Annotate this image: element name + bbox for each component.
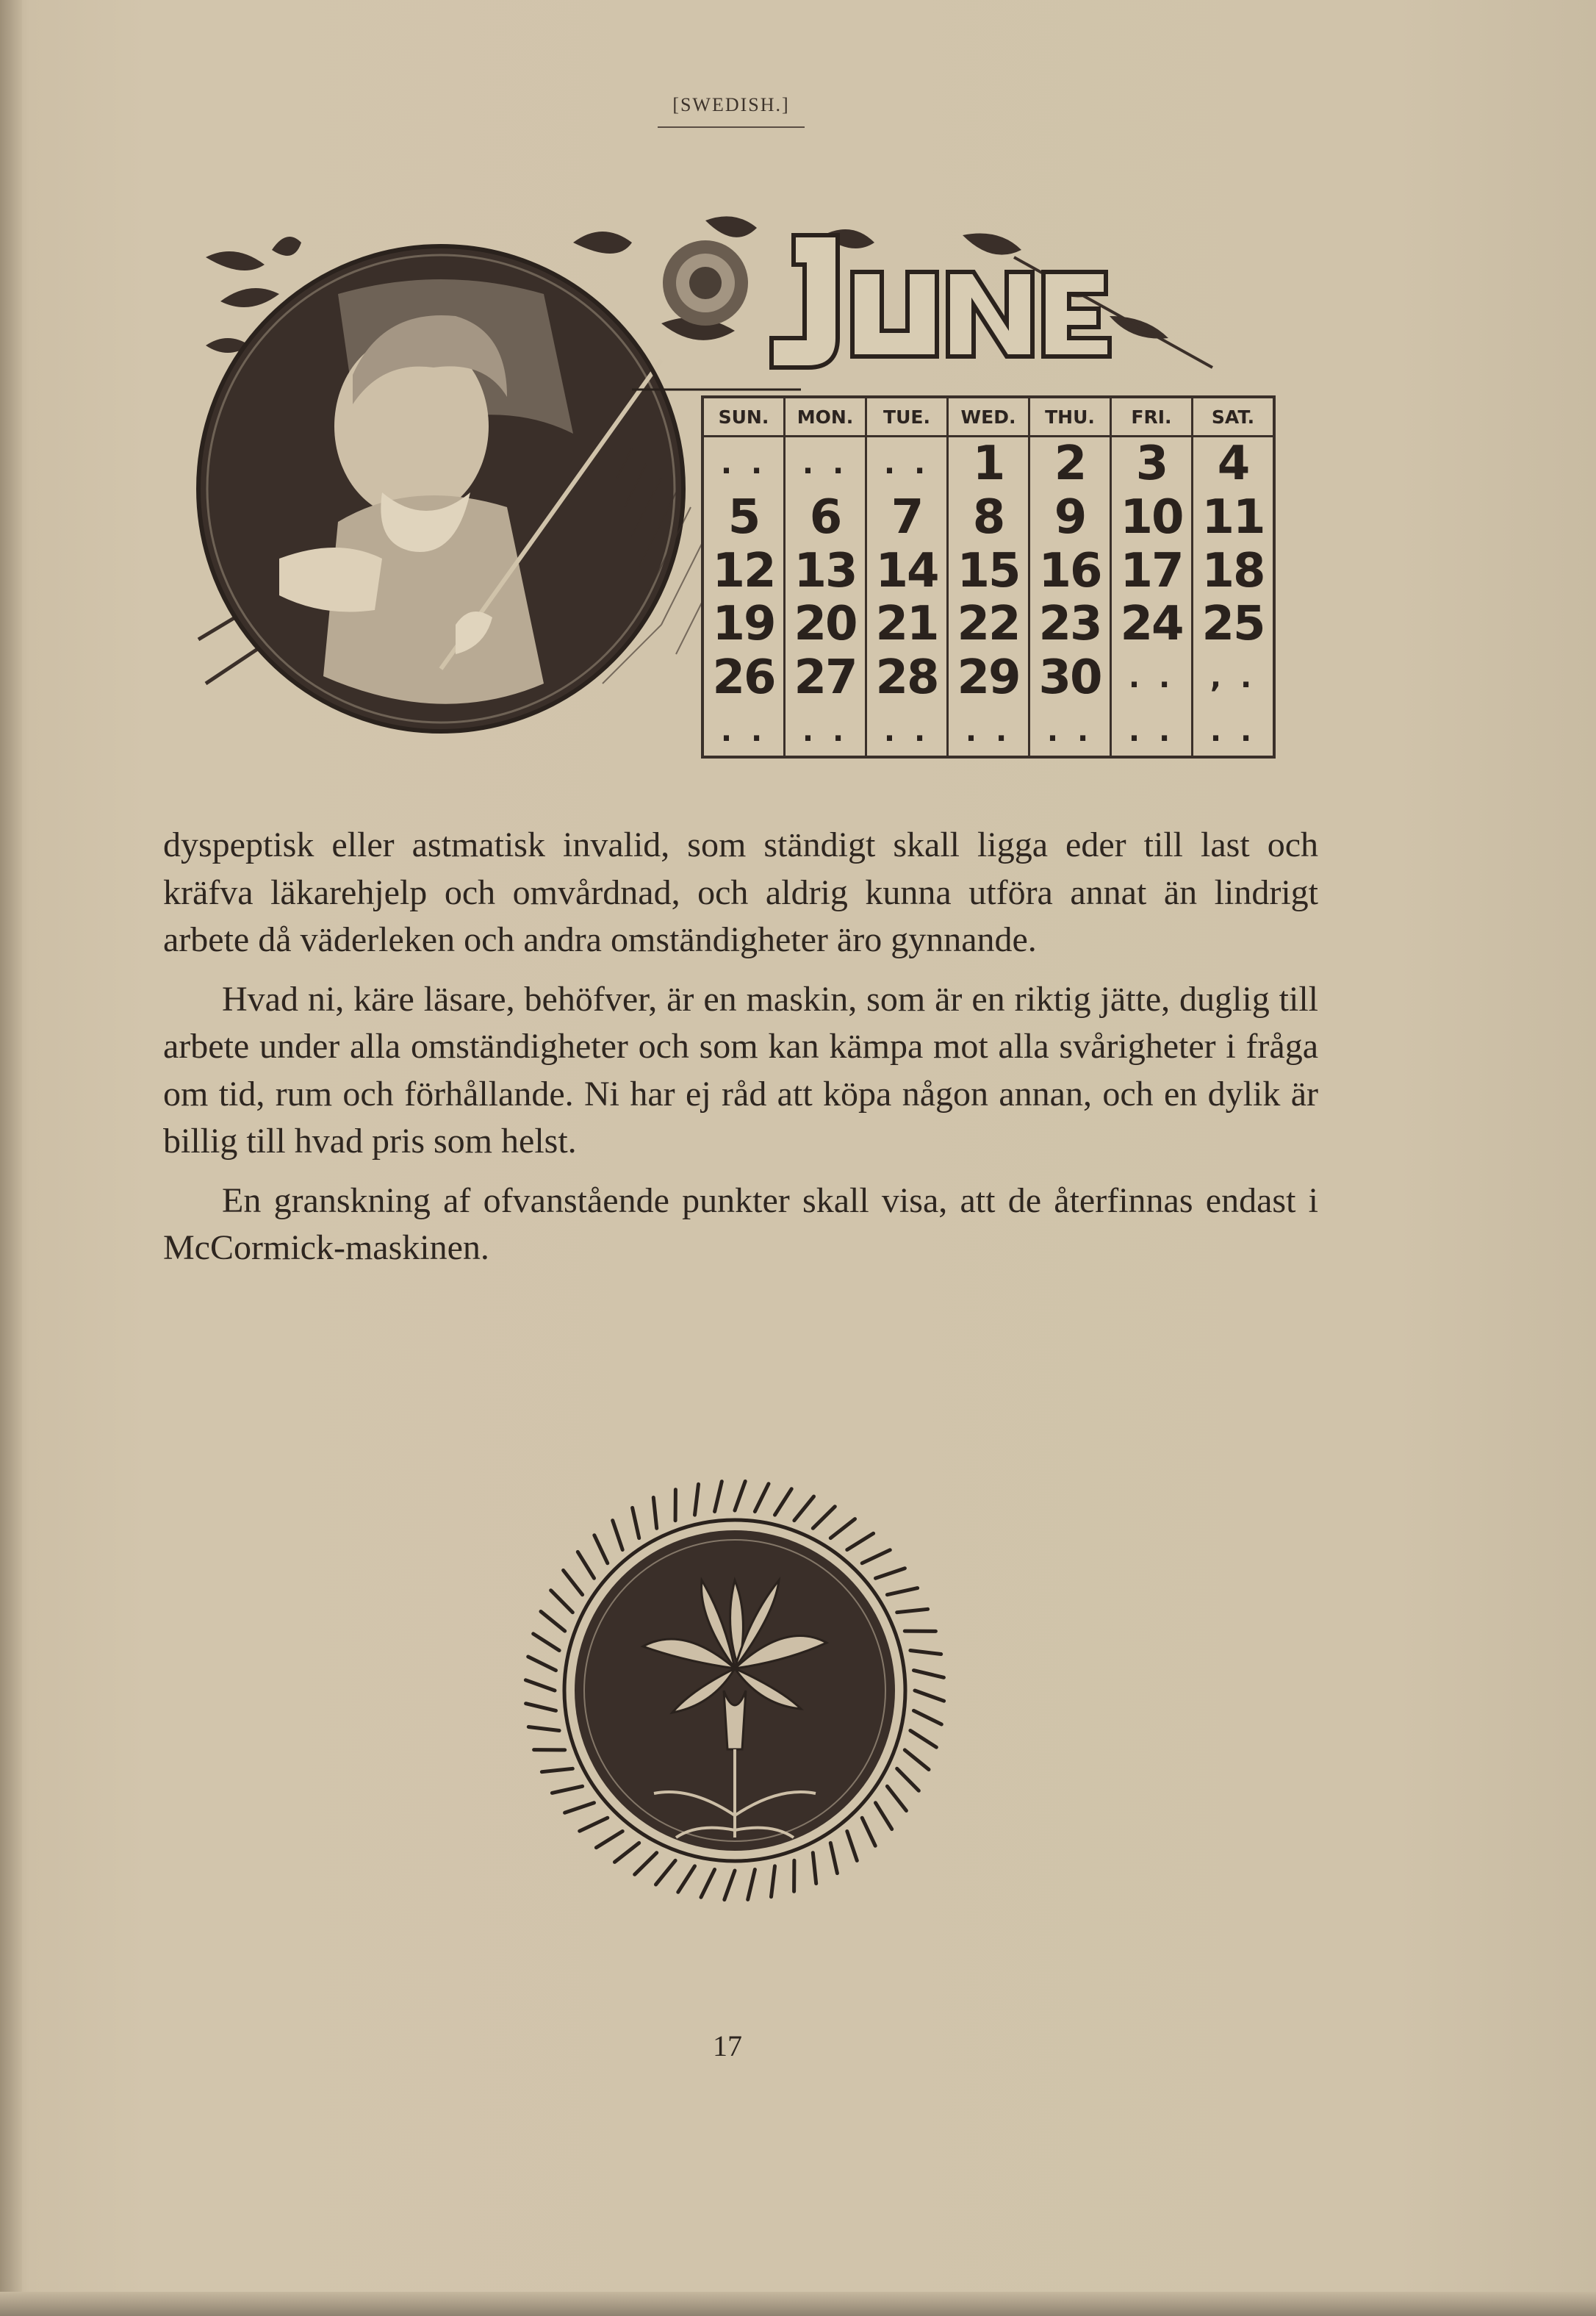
sunburst-ray — [910, 1731, 936, 1748]
calendar-cell: 15 — [957, 543, 1020, 598]
calendar-cell: 2 — [1054, 437, 1086, 492]
day-header-wed: WED. — [949, 398, 1030, 435]
portrait-engraving — [198, 246, 683, 731]
calendar-column-sun — [704, 437, 786, 758]
calendar-cell: . . — [1128, 661, 1175, 695]
calendar-body — [704, 437, 1273, 758]
calendar-cell: 4 — [1217, 437, 1249, 492]
calendar-cell: 21 — [875, 597, 938, 652]
sunburst-ray — [542, 1768, 572, 1771]
calendar-cell: 8 — [972, 490, 1004, 545]
calendar-cell: . . — [883, 447, 930, 481]
calendar-cell: 20 — [794, 597, 857, 652]
calendar-cell: 14 — [875, 543, 938, 598]
calendar-cell: 26 — [712, 650, 775, 706]
paragraph-2: Hvad ni, käre läsare, behöfver, är en maskin, som är en riktig jätte, duglig till arbete under alla omständigheter och som kan kämpa mot alla svårigheter i fråga om tid, rum och förhållande. Ni har ej råd att köpa någon annan, och en dylik är billig till hvad pris som helst. — [163, 979, 1318, 1161]
calendar-cell: 24 — [1120, 597, 1183, 652]
sunburst-ray — [794, 1496, 814, 1521]
sunburst-ray — [876, 1569, 905, 1579]
sunburst-ray — [701, 1870, 715, 1898]
calendar-cell: 13 — [794, 543, 857, 598]
calendar-cell: 29 — [957, 650, 1020, 706]
sunburst-ray — [847, 1832, 858, 1861]
sunburst-ray — [526, 1704, 556, 1711]
sunburst-ray — [847, 1533, 874, 1549]
sunburst-ray — [830, 1519, 855, 1538]
calendar-cell: 10 — [1120, 490, 1183, 545]
sunburst-ray — [633, 1507, 639, 1538]
calendar-day-header-row — [704, 398, 1273, 437]
sunburst-ray — [715, 1482, 722, 1512]
sunburst-ray — [635, 1853, 657, 1875]
sunburst-ray — [897, 1768, 919, 1790]
calendar-column-tue — [867, 437, 949, 758]
sunburst-ray — [755, 1484, 769, 1512]
calendar-cell: . . — [720, 714, 767, 748]
sunburst-ray — [914, 1671, 944, 1678]
calendar-column-mon — [786, 437, 867, 758]
calendar-cell: 1 — [972, 437, 1004, 492]
calendar-cell: 3 — [1135, 437, 1168, 492]
sunburst-ray — [830, 1843, 837, 1873]
calendar-cell: , . — [1209, 661, 1257, 695]
calendar-cell: 17 — [1120, 543, 1183, 598]
sunburst-ray — [725, 1871, 735, 1900]
sunburst-ray — [564, 1571, 583, 1595]
calendar-cell: . . — [1128, 714, 1175, 748]
calendar-cell: . . — [802, 447, 849, 481]
calendar-cell: 11 — [1201, 490, 1265, 545]
calendar-cell: . . — [1209, 714, 1257, 748]
sunburst-ray — [678, 1866, 695, 1892]
sunburst-ray — [910, 1651, 941, 1654]
sunburst-ray — [735, 1481, 745, 1510]
day-header-sat: SAT. — [1211, 406, 1255, 428]
day-header-thu: THU. — [1030, 398, 1112, 435]
sunburst-ray — [695, 1484, 699, 1515]
sunburst-ray — [813, 1853, 816, 1884]
sunburst-ray — [915, 1691, 944, 1701]
sunburst-ray — [772, 1866, 775, 1897]
calendar-cell: 9 — [1054, 490, 1086, 545]
calendar-cell: . . — [883, 714, 930, 748]
calendar-cell: 30 — [1038, 650, 1101, 706]
sunburst-ray — [887, 1786, 906, 1810]
sunburst-ray — [876, 1803, 892, 1829]
calendar-cell: 28 — [875, 650, 938, 706]
calendar-cell: 19 — [712, 597, 775, 652]
calendar-cell: . . — [720, 447, 767, 481]
sunburst-ray — [525, 1680, 555, 1691]
sunburst-ray — [775, 1489, 792, 1515]
calendar-cell: 23 — [1038, 597, 1101, 652]
calendar-cell: . . — [1046, 714, 1093, 748]
sunburst-ray — [596, 1832, 622, 1848]
paragraph-1: dyspeptisk eller astmatisk invalid, som ständigt skall ligga eder till last och kräfva läkarehjelp och omvårdnad, och aldrig kunna utföra annat än lindrigt arbete då väderleken och andra omständigheter äro gynnande. — [163, 825, 1318, 959]
calendar-cell: 6 — [809, 490, 841, 545]
june-calendar-table — [701, 395, 1276, 759]
page-binding-edge — [0, 0, 22, 2316]
calendar-cell: . . — [965, 714, 1012, 748]
calendar-cell: . . — [802, 714, 849, 748]
sunburst-ray — [551, 1591, 573, 1613]
calendar-column-thu — [1030, 437, 1112, 758]
calendar-column-wed — [949, 437, 1030, 758]
sunburst-ray — [862, 1550, 890, 1563]
sunburst-ray — [613, 1521, 623, 1550]
body-text — [163, 822, 1318, 1272]
sunburst-ray — [813, 1507, 835, 1529]
sunburst-ray — [565, 1803, 594, 1813]
page-number: 17 — [713, 2029, 742, 2062]
sunburst-ray — [656, 1860, 676, 1885]
calendar-column-sat — [1193, 437, 1273, 758]
sunburst-ray — [578, 1552, 594, 1578]
sunburst-ray — [887, 1588, 917, 1595]
sunburst-ray — [748, 1870, 755, 1900]
page-header: [SWEDISH.] — [672, 94, 790, 115]
sunburst-ray — [897, 1609, 928, 1612]
sunburst-ray — [653, 1497, 656, 1528]
day-header-fri: FRI. — [1112, 398, 1193, 435]
calendar-cell: 5 — [727, 490, 760, 545]
paragraph-3: En granskning af ofvanstående punkter skall visa, att de återfinnas endast i McCormick-maskinen. — [163, 1180, 1318, 1267]
calendar-cell: 25 — [1201, 597, 1265, 652]
sunburst-ray — [541, 1612, 565, 1632]
page-bottom-edge — [0, 2292, 1596, 2316]
calendar-cell: 22 — [957, 597, 1020, 652]
sunburst-ray — [594, 1535, 608, 1563]
day-header-sun: SUN. — [704, 398, 786, 435]
sunburst-ray — [528, 1727, 559, 1731]
sunburst-ray — [905, 1750, 929, 1770]
header-rule — [658, 126, 805, 128]
calendar-cell: 16 — [1038, 543, 1101, 598]
sunburst-ray — [528, 1657, 556, 1671]
sunburst-ray — [552, 1786, 582, 1793]
calendar-cell: 18 — [1201, 543, 1265, 598]
calendar-cell: 7 — [891, 490, 923, 545]
day-header-tue: TUE. — [867, 398, 949, 435]
calendar-cell: 27 — [794, 650, 857, 706]
sunburst-ray — [914, 1710, 942, 1724]
sunburst-ray — [580, 1818, 608, 1831]
calendar-column-fri — [1112, 437, 1193, 758]
lily-emblem-icon — [514, 1470, 955, 1911]
calendar-cell: 12 — [712, 543, 775, 598]
sunburst-ray — [533, 1634, 559, 1651]
sunburst-ray — [615, 1843, 639, 1862]
day-header-mon: MON. — [786, 398, 867, 435]
sunburst-ray — [862, 1818, 875, 1846]
